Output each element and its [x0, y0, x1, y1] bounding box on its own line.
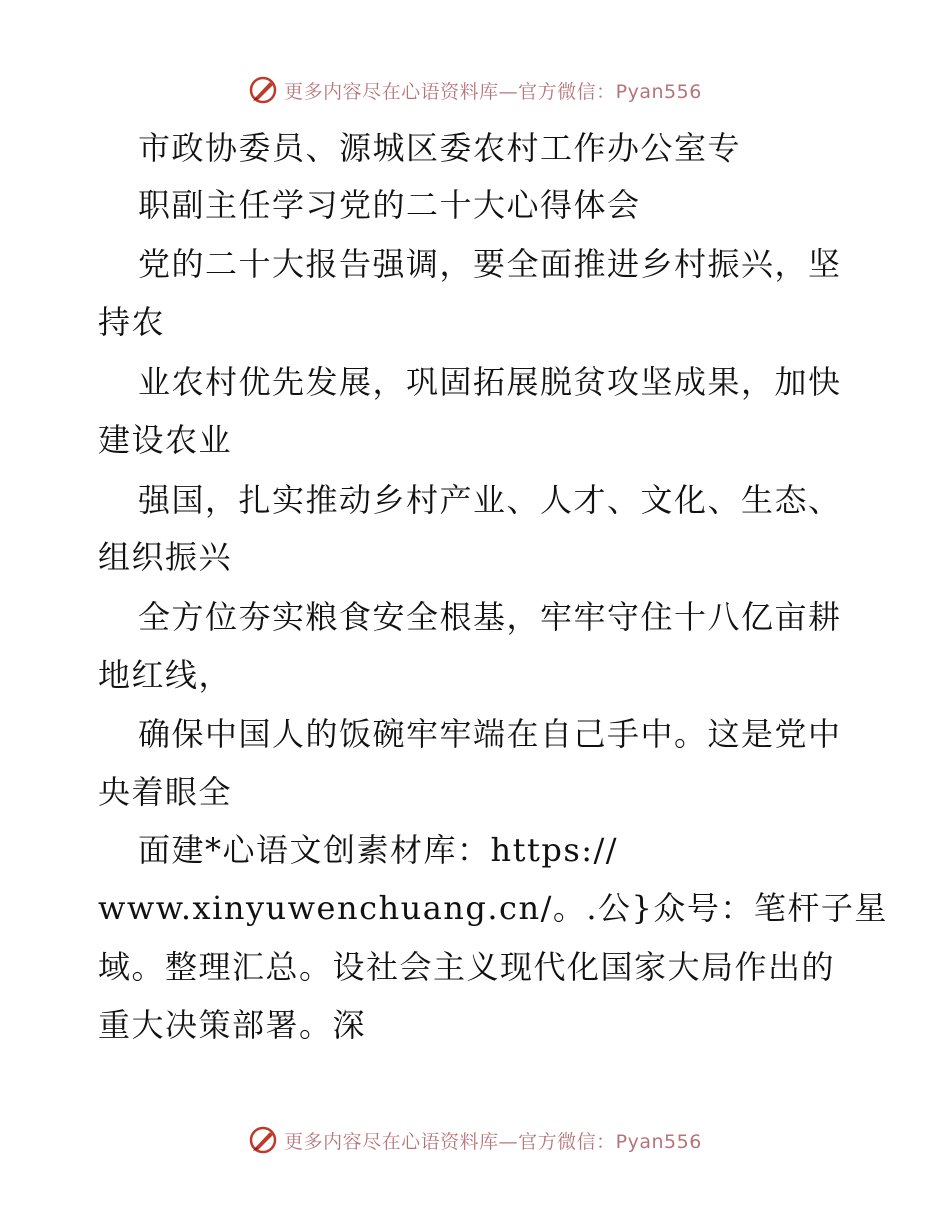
paragraph-line: 域。整理汇总。设社会主义现代化国家大局作出的 [98, 948, 836, 986]
header-wechat-id: Pyan556 [615, 80, 702, 103]
paragraph-line: 组织振兴 [98, 538, 233, 576]
quill-pen-logo-icon [248, 1125, 278, 1155]
paragraph-line: 确保中国人的饭碗牢牢端在自己手中。这是党中 [138, 715, 842, 753]
header-banner-text: 更多内容尽在心语资料库—官方微信：Pyan556 [284, 80, 702, 103]
footer-wechat-id: Pyan556 [615, 1130, 702, 1153]
paragraph-line: 央着眼全 [98, 773, 233, 811]
paragraph-line: 建设农业 [98, 421, 233, 459]
title-line-1: 市政协委员、源城区委农村工作办公室专 [138, 129, 742, 167]
paragraph-line: 党的二十大报告强调，要全面推进乡村振兴，坚 [138, 245, 842, 283]
title-line-2: 职副主任学习党的二十大心得体会 [138, 186, 641, 224]
paragraph-line: www.xinyuwenchuang.cn/。.公}众号：笔杆子星 [98, 889, 888, 927]
paragraph-line: 面建*心语文创素材库：https:// [138, 831, 619, 869]
paragraph-line: 全方位夯实粮食安全根基，牢牢守住十八亿亩耕 [138, 598, 842, 636]
paragraph-line: 重大决策部署。深 [98, 1006, 367, 1044]
footer-banner-text: 更多内容尽在心语资料库—官方微信：Pyan556 [284, 1130, 702, 1153]
paragraph-line: 强国，扎实推动乡村产业、人才、文化、生态、 [138, 481, 842, 519]
paragraph-line: 持农 [98, 303, 166, 341]
paragraph-line: 地红线， [98, 656, 233, 694]
footer-banner [0, 1122, 950, 1158]
paragraph-line: 业农村优先发展，巩固拓展脱贫攻坚成果，加快 [138, 363, 842, 401]
